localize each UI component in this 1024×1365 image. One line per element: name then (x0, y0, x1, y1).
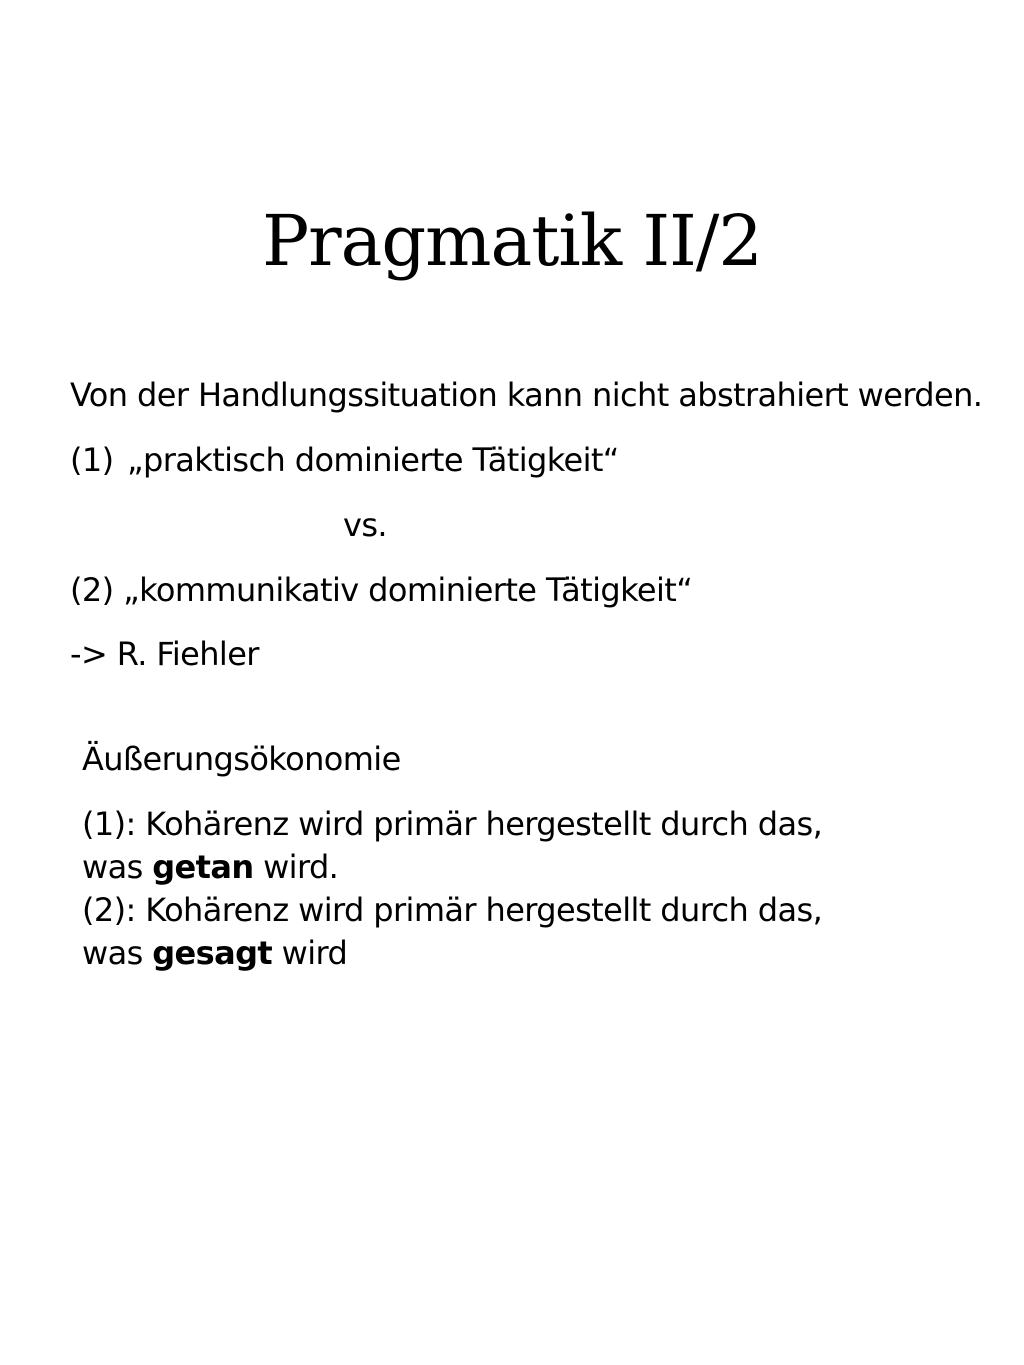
point-2-line-2 (82, 933, 347, 973)
list-item-1-number: (1) (70, 441, 114, 479)
point-2-prefix: was (82, 934, 153, 972)
point-1-line-1: (1): Kohärenz wird primär hergestellt durch das, (82, 805, 823, 843)
list-item-1-text: „praktisch dominierte Tätigkeit“ (127, 441, 619, 479)
section-heading: Äußerungsökonomie (82, 740, 401, 778)
slide-title: Pragmatik II/2 (262, 200, 762, 282)
reference-text: -> R. Fiehler (70, 635, 259, 673)
list-item-1 (70, 440, 619, 480)
point-2-suffix: wird (272, 934, 348, 972)
point-1-suffix: wird. (253, 848, 339, 886)
point-2-emphasis: gesagt (152, 934, 273, 972)
versus-text: vs. (343, 506, 387, 544)
point-2-line-1: (2): Kohärenz wird primär hergestellt durch das, (82, 891, 823, 929)
point-1-line-2 (82, 847, 338, 887)
intro-text: Von der Handlungssituation kann nicht abstrahiert werden. (70, 376, 983, 414)
point-1-emphasis: getan (152, 848, 254, 886)
point-1-prefix: was (82, 848, 153, 886)
list-item-2: (2) „kommunikativ dominierte Tätigkeit“ (70, 571, 693, 609)
